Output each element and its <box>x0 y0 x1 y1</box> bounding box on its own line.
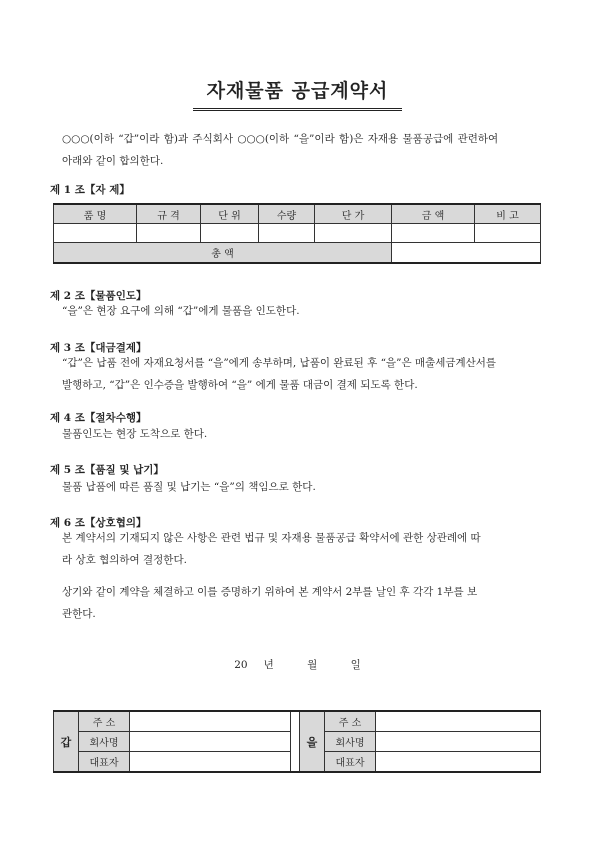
header-remarks: 비 고 <box>475 204 541 224</box>
items-table <box>53 203 541 264</box>
article-2-heading: 제 2 조【물품인도】 <box>50 290 147 302</box>
date-day-unit: 일 <box>350 659 361 671</box>
party-a-company-field[interactable] <box>130 732 291 752</box>
cell-amount[interactable] <box>392 224 475 243</box>
header-quantity: 수량 <box>259 204 315 224</box>
items-table-total-row <box>54 243 541 264</box>
cell-item-name[interactable] <box>54 224 137 243</box>
contract-date <box>0 657 595 672</box>
header-amount: 금 액 <box>392 204 475 224</box>
cell-unit-price[interactable] <box>315 224 392 243</box>
party-b-representative-field[interactable] <box>376 752 541 773</box>
cell-unit[interactable] <box>201 224 259 243</box>
party-b-label: 을 <box>300 711 325 772</box>
closing-line-2: 관한다. <box>62 608 96 620</box>
date-year: 20 <box>234 659 248 671</box>
total-amount-cell[interactable] <box>392 243 541 264</box>
article-6-heading: 제 6 조【상호협의】 <box>50 517 147 529</box>
article-6-body <box>62 527 550 571</box>
article-5-heading: 제 5 조【품질 및 납기】 <box>50 464 164 476</box>
cell-remarks[interactable] <box>475 224 541 243</box>
article-5-line: 물품 납품에 따른 품질 및 납기는 “을”의 책임으로 한다. <box>62 481 316 493</box>
party-b-company-label: 회사명 <box>325 732 376 752</box>
article-3-line-2: 발행하고, “갑”은 인수증을 발행하여 “을” 에게 물품 대금이 결제 되도록 한다. <box>62 379 418 391</box>
header-spec: 규 격 <box>137 204 201 224</box>
party-a-label: 갑 <box>54 711 79 772</box>
intro-line-1: ○○○(이하 “갑”이라 함)과 주식회사 ○○○(이하 “을”이라 함)은 자재용 물품공급에 관련하여 <box>62 133 499 145</box>
closing-line-1: 상기와 같이 계약을 체결하고 이를 증명하기 위하여 본 계약서 2부를 날인 후 각각 1부를 보 <box>62 586 478 598</box>
total-label: 총 액 <box>54 243 392 264</box>
party-a-company-label: 회사명 <box>79 732 130 752</box>
date-year-unit: 년 <box>263 659 274 671</box>
intro-paragraph <box>62 128 560 172</box>
header-unit: 단 위 <box>201 204 259 224</box>
closing-paragraph <box>62 581 550 625</box>
signature-row-address <box>54 711 541 732</box>
items-table-header-row <box>54 204 541 224</box>
article-3-body <box>62 352 550 396</box>
article-5-body <box>62 476 550 498</box>
article-6-line-1: 본 계약서의 기재되지 않은 사항은 관련 법규 및 자재용 물품공급 확약서에 관한 상관례에 따 <box>62 532 481 544</box>
table-row <box>54 224 541 243</box>
article-6-line-2: 라 상호 협의하여 결정한다. <box>62 554 187 566</box>
signature-divider <box>291 711 300 772</box>
article-2-body <box>62 300 550 322</box>
intro-line-2: 아래와 같이 합의한다. <box>62 155 164 167</box>
article-1-heading: 제 1 조【자 제】 <box>50 184 130 196</box>
document-title: 자재물품 공급계약서 <box>193 76 403 111</box>
party-b-address-field[interactable] <box>376 711 541 732</box>
party-b-representative-label: 대표자 <box>325 752 376 773</box>
date-month-unit: 월 <box>307 659 318 671</box>
header-unit-price: 단 가 <box>315 204 392 224</box>
party-b-address-label: 주 소 <box>325 711 376 732</box>
article-4-body <box>62 423 550 445</box>
party-a-representative-label: 대표자 <box>79 752 130 773</box>
article-4-line: 물품인도는 현장 도착으로 한다. <box>62 428 208 440</box>
document-title-wrap <box>0 76 595 111</box>
article-2-line: “을”은 현장 요구에 의해 “갑”에게 물품을 인도한다. <box>62 305 300 317</box>
header-item-name: 품 명 <box>54 204 137 224</box>
signature-table <box>53 710 541 773</box>
article-3-line-1: “갑”은 납품 전에 자재요청서를 “을”에게 송부하며, 납품이 완료된 후 “을”은 매출세금계산서를 <box>62 357 497 369</box>
article-3-heading: 제 3 조【대금결제】 <box>50 342 147 354</box>
party-a-address-field[interactable] <box>130 711 291 732</box>
article-4-heading: 제 4 조【절차수행】 <box>50 412 147 424</box>
party-a-address-label: 주 소 <box>79 711 130 732</box>
cell-spec[interactable] <box>137 224 201 243</box>
cell-quantity[interactable] <box>259 224 315 243</box>
party-a-representative-field[interactable] <box>130 752 291 773</box>
party-b-company-field[interactable] <box>376 732 541 752</box>
